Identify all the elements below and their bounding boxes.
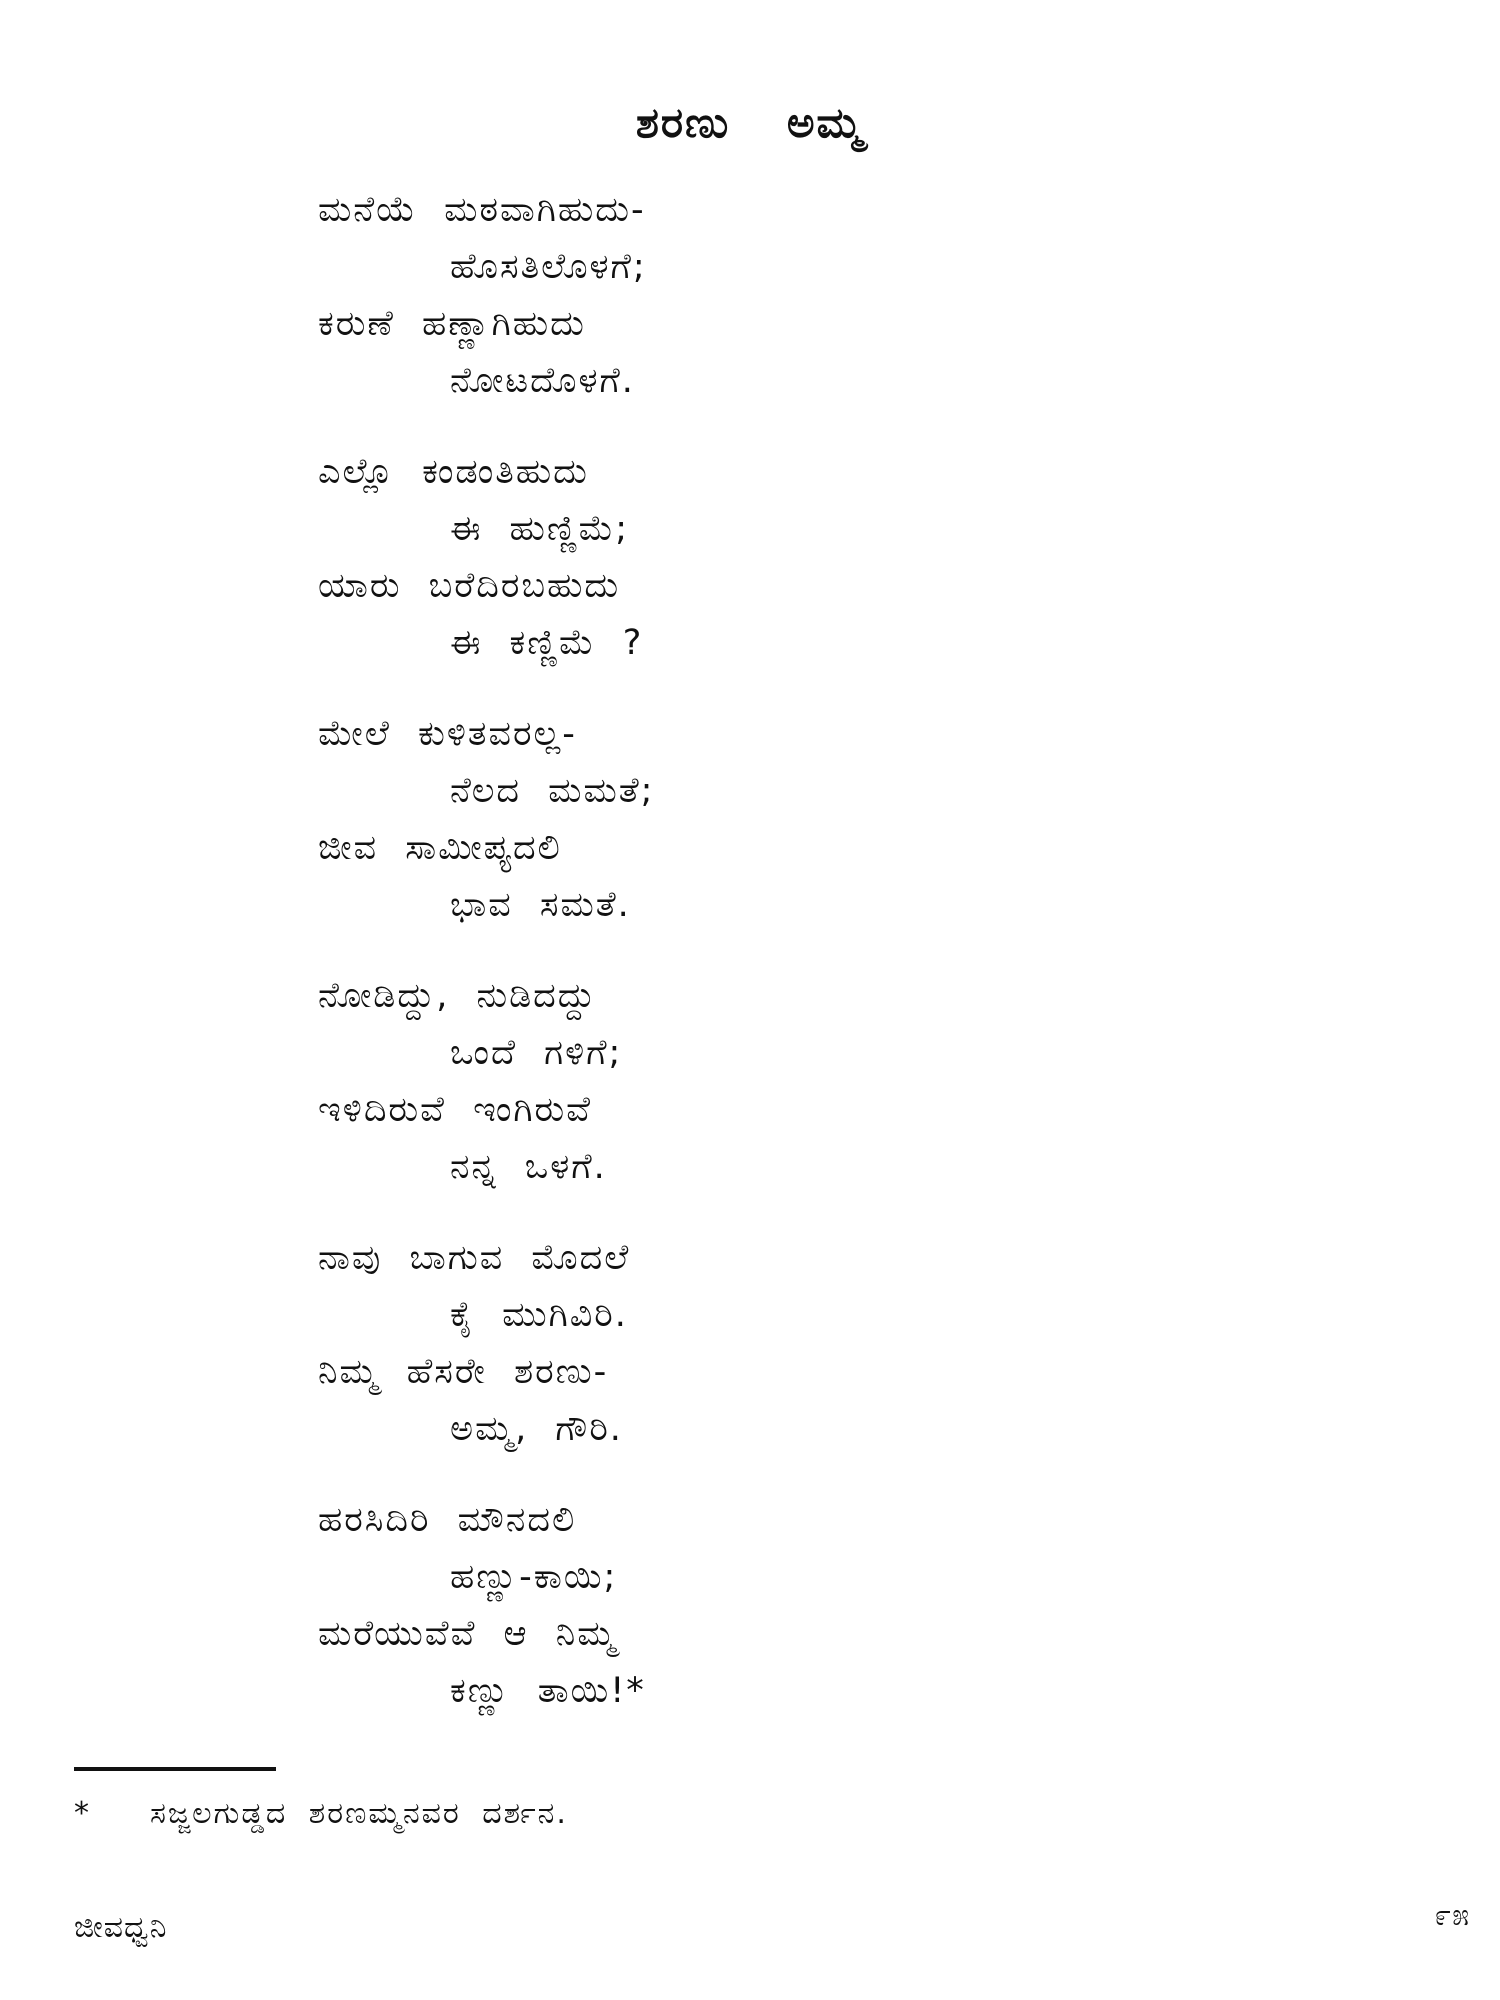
- footnote-mark: *: [74, 1796, 91, 1831]
- poem-line: ನೋಟದೊಳಗೆ.: [450, 361, 635, 401]
- poem-line: ಹಣ್ಣು-ಕಾಯಿ;: [450, 1557, 618, 1597]
- poem-line: ನಿಮ್ಮ ಹೆಸರೇ ಶರಣು-: [318, 1352, 609, 1392]
- poem-line: ಭಾವ ಸಮತೆ.: [450, 885, 631, 925]
- poem-line: ನಾವು ಬಾಗುವ ಮೊದಲೆ: [318, 1238, 631, 1278]
- poem-line: ಮನೆಯೆ ಮಠವಾಗಿಹುದು-: [318, 190, 646, 230]
- stanza: [318, 1230, 1218, 1458]
- poem-line: ಎಲ್ಲೊ ಕಂಡಂತಿಹುದು: [318, 452, 589, 492]
- poem-line: ಕಣ್ಣು ತಾಯಿ!*: [450, 1671, 646, 1711]
- footnote: [74, 1796, 568, 1831]
- poem-body: [318, 182, 1218, 1754]
- page-number: ೯೫: [1434, 1898, 1470, 1933]
- poem-line: ಯಾರು ಬರೆದಿರಬಹುದು: [318, 566, 621, 606]
- poem-line: ಜೀವ ಸಾಮೀಪ್ಯದಲಿ: [318, 828, 562, 868]
- poem-line: ನೆಲದ ಮಮತೆ;: [450, 771, 655, 811]
- poem-line: ಈ ಕಣ್ಣಿಮೆ ?: [450, 623, 644, 663]
- poem-title: ಶರಣು ಅಮ್ಮ: [635, 98, 865, 147]
- book-title-footer: ಜೀವಧ್ವನಿ: [74, 1910, 168, 1945]
- stanza: [318, 968, 1218, 1196]
- poem-line: ಕೈ ಮುಗಿವಿರಿ.: [450, 1295, 628, 1335]
- poem-line: ಇಳಿದಿರುವೆ ಇಂಗಿರುವೆ: [318, 1090, 592, 1130]
- footnote-divider: [74, 1767, 276, 1771]
- poem-line: ಹೊಸತಿಲೊಳಗೆ;: [450, 247, 647, 287]
- stanza: [318, 1492, 1218, 1720]
- poem-line: ಹರಸಿದಿರಿ ಮೌನದಲಿ: [318, 1500, 577, 1540]
- poem-line: ನನ್ನ ಒಳಗೆ.: [450, 1147, 607, 1187]
- poem-line: ಈ ಹುಣ್ಣಿಮೆ;: [450, 509, 630, 549]
- poem-line: ನೋಡಿದ್ದು, ನುಡಿದದ್ದು: [318, 976, 597, 1016]
- stanza: [318, 706, 1218, 934]
- stanza: [318, 182, 1218, 410]
- poem-line: ಒಂದೆ ಗಳಿಗೆ;: [450, 1033, 623, 1073]
- poem-line: ಮೇಲೆ ಕುಳಿತವರಲ್ಲ-: [318, 714, 577, 754]
- poem-line: ಕರುಣೆ ಹಣ್ಣಾಗಿಹುದು: [318, 304, 586, 344]
- footnote-text: ಸಜ್ಜಲಗುಡ್ಡದ ಶರಣಮ್ಮನವರ ದರ್ಶನ.: [150, 1796, 568, 1831]
- stanza: [318, 444, 1218, 672]
- poem-line: ಮರೆಯುವೆವೆ ಆ ನಿಮ್ಮ: [318, 1614, 618, 1654]
- poem-line: ಅಮ್ಮ, ಗೌರಿ.: [450, 1409, 623, 1449]
